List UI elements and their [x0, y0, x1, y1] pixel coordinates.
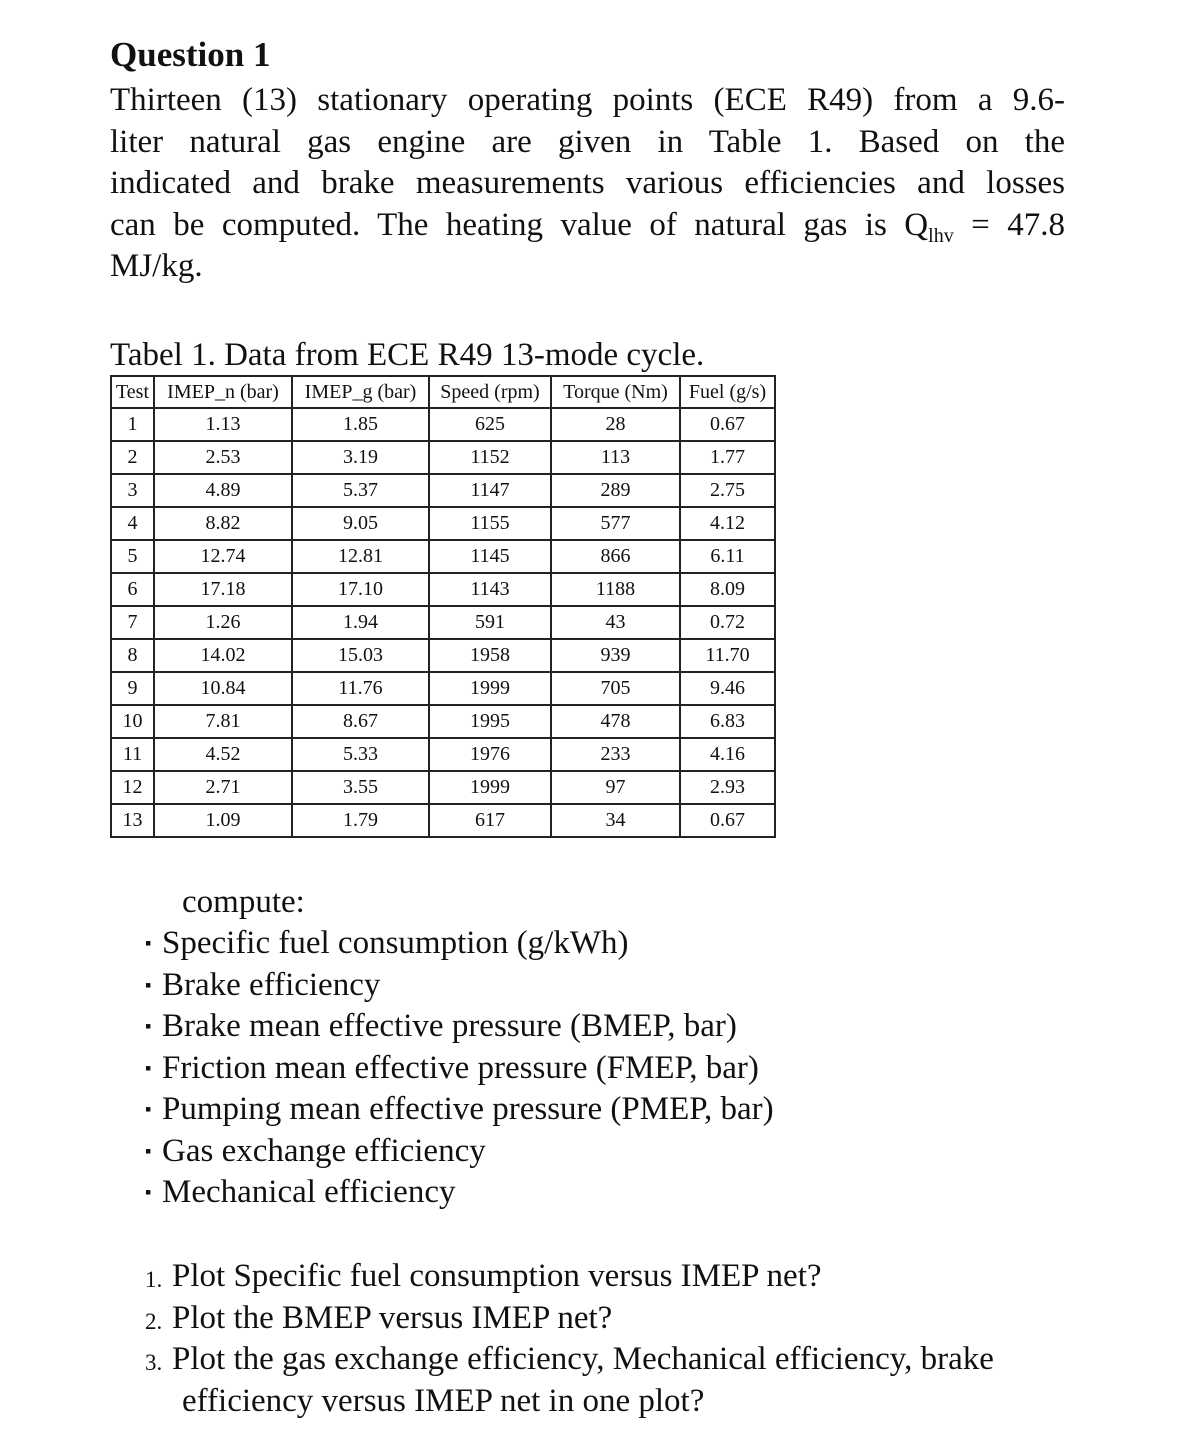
- cell-imep-n: 7.81: [154, 705, 292, 738]
- compute-item-text: Specific fuel consumption (g/kWh): [162, 925, 629, 961]
- cell-imep-g: 11.76: [292, 672, 429, 705]
- cell-imep-g: 5.37: [292, 474, 429, 507]
- q-subscript: lhv: [928, 224, 954, 247]
- square-bullet-icon: ▪: [145, 1057, 152, 1078]
- column-header-imep-g: IMEP_g (bar): [292, 376, 429, 408]
- table-row: [111, 540, 775, 573]
- cell-test: 5: [111, 540, 154, 573]
- square-bullet-icon: ▪: [145, 1182, 152, 1202]
- cell-fuel: 11.70: [680, 639, 775, 672]
- cell-imep-n: 1.13: [154, 408, 292, 441]
- compute-label: compute:: [182, 884, 305, 920]
- table-row: [111, 507, 775, 540]
- cell-imep-n: 2.53: [154, 441, 292, 474]
- cell-torque: 233: [551, 738, 680, 771]
- table-caption: Tabel 1. Data from ECE R49 13-mode cycle.: [110, 337, 705, 373]
- cell-imep-g: 3.55: [292, 771, 429, 804]
- table-row: [111, 804, 775, 837]
- cell-imep-g: 9.05: [292, 507, 429, 540]
- cell-speed: 591: [429, 606, 551, 639]
- q-value: = 47.8: [971, 206, 1065, 243]
- cell-imep-n: 1.26: [154, 606, 292, 639]
- compute-item-text: Brake mean effective pressure (BMEP, bar): [162, 1008, 737, 1044]
- plot-item-number: 1.: [145, 1267, 163, 1292]
- compute-item-text: Brake efficiency: [162, 966, 381, 1003]
- cell-torque: 866: [551, 540, 680, 573]
- compute-item: [145, 965, 774, 1007]
- cell-test: 13: [111, 804, 154, 837]
- compute-item: [145, 1048, 774, 1090]
- column-header-speed: Speed (rpm): [429, 376, 551, 408]
- cell-torque: 705: [551, 672, 680, 705]
- square-bullet-icon: ▪: [145, 974, 152, 995]
- cell-imep-g: 3.19: [292, 441, 429, 474]
- square-bullet-icon: ▪: [145, 1099, 152, 1119]
- table-body: [111, 408, 775, 837]
- cell-fuel: 0.67: [680, 408, 775, 441]
- cell-fuel: 6.83: [680, 705, 775, 738]
- cell-test: 12: [111, 771, 154, 804]
- cell-speed: 1155: [429, 507, 551, 540]
- cell-test: 6: [111, 573, 154, 606]
- cell-imep-g: 8.67: [292, 705, 429, 738]
- cell-speed: 625: [429, 408, 551, 441]
- compute-item-text: Gas exchange efficiency: [162, 1132, 486, 1169]
- cell-test: 2: [111, 441, 154, 474]
- cell-imep-g: 5.33: [292, 738, 429, 771]
- cell-fuel: 4.12: [680, 507, 775, 540]
- compute-item: [145, 1172, 774, 1214]
- cell-imep-n: 12.74: [154, 540, 292, 573]
- table-row: [111, 639, 775, 672]
- data-table: [110, 375, 776, 838]
- cell-torque: 478: [551, 705, 680, 738]
- square-bullet-icon: ▪: [145, 933, 152, 953]
- plot-item-continuation: efficiency versus IMEP net in one plot?: [182, 1382, 705, 1419]
- cell-imep-n: 4.89: [154, 474, 292, 507]
- cell-imep-g: 1.94: [292, 606, 429, 639]
- cell-imep-n: 1.09: [154, 804, 292, 837]
- plot-item-number: 2.: [145, 1308, 163, 1334]
- compute-list: [145, 923, 774, 1214]
- cell-torque: 28: [551, 408, 680, 441]
- cell-speed: 1999: [429, 672, 551, 705]
- cell-fuel: 2.75: [680, 474, 775, 507]
- intro-line-text: can be computed. The heating value of natural gas is Q: [110, 206, 929, 243]
- cell-torque: 577: [551, 507, 680, 540]
- plot-item: [145, 1339, 1065, 1422]
- cell-imep-g: 12.81: [292, 540, 429, 573]
- cell-torque: 34: [551, 804, 680, 837]
- cell-imep-n: 14.02: [154, 639, 292, 672]
- cell-imep-n: 4.52: [154, 738, 292, 771]
- cell-imep-g: 1.79: [292, 804, 429, 837]
- cell-speed: 1999: [429, 771, 551, 804]
- cell-speed: 1145: [429, 540, 551, 573]
- compute-item: [145, 1131, 774, 1173]
- column-header-test: Test: [111, 376, 154, 408]
- cell-test: 1: [111, 408, 154, 441]
- cell-speed: 1995: [429, 705, 551, 738]
- column-header-torque: Torque (Nm): [551, 376, 680, 408]
- intro-paragraph: [110, 80, 1065, 288]
- plot-item: [145, 1256, 1065, 1298]
- square-bullet-icon: ▪: [145, 1140, 152, 1161]
- square-bullet-icon: ▪: [145, 1016, 152, 1036]
- table-row: [111, 408, 775, 441]
- cell-torque: 43: [551, 606, 680, 639]
- cell-test: 10: [111, 705, 154, 738]
- cell-test: 4: [111, 507, 154, 540]
- question-title: Question 1: [110, 35, 271, 74]
- cell-fuel: 8.09: [680, 573, 775, 606]
- plot-item-text: Plot Specific fuel consumption versus IMEP net?: [172, 1258, 822, 1294]
- cell-test: 3: [111, 474, 154, 507]
- intro-line: Thirteen (13) stationary operating points (ECE R49) from a 9.6-: [110, 82, 1065, 118]
- table-row: [111, 738, 775, 771]
- cell-torque: 939: [551, 639, 680, 672]
- cell-imep-n: 2.71: [154, 771, 292, 804]
- cell-speed: 617: [429, 804, 551, 837]
- compute-item-text: Pumping mean effective pressure (PMEP, bar): [162, 1091, 774, 1127]
- cell-imep-n: 8.82: [154, 507, 292, 540]
- table-row: [111, 606, 775, 639]
- cell-torque: 1188: [551, 573, 680, 606]
- table-row: [111, 474, 775, 507]
- compute-item: [145, 1089, 774, 1131]
- intro-line-heating-value: [110, 205, 1065, 247]
- table-row: [111, 573, 775, 606]
- cell-fuel: 6.11: [680, 540, 775, 573]
- cell-speed: 1958: [429, 639, 551, 672]
- compute-item-text: Mechanical efficiency: [162, 1174, 456, 1210]
- column-header-fuel: Fuel (g/s): [680, 376, 775, 408]
- cell-speed: 1976: [429, 738, 551, 771]
- table-row: [111, 771, 775, 804]
- cell-speed: 1143: [429, 573, 551, 606]
- plot-item-text: Plot the BMEP versus IMEP net?: [172, 1299, 613, 1336]
- cell-torque: 289: [551, 474, 680, 507]
- cell-test: 11: [111, 738, 154, 771]
- table-header-row: [111, 376, 775, 408]
- cell-torque: 113: [551, 441, 680, 474]
- cell-speed: 1152: [429, 441, 551, 474]
- cell-fuel: 9.46: [680, 672, 775, 705]
- cell-imep-g: 17.10: [292, 573, 429, 606]
- cell-test: 9: [111, 672, 154, 705]
- column-header-imep-n: IMEP_n (bar): [154, 376, 292, 408]
- cell-fuel: 0.67: [680, 804, 775, 837]
- intro-tail: MJ/kg.: [110, 248, 203, 284]
- plot-list: [145, 1256, 1065, 1422]
- plot-item-number: 3.: [145, 1350, 163, 1375]
- cell-fuel: 2.93: [680, 771, 775, 804]
- cell-imep-n: 10.84: [154, 672, 292, 705]
- cell-fuel: 1.77: [680, 441, 775, 474]
- cell-test: 8: [111, 639, 154, 672]
- table-row: [111, 705, 775, 738]
- cell-torque: 97: [551, 771, 680, 804]
- plot-item: [145, 1298, 1065, 1340]
- cell-fuel: 4.16: [680, 738, 775, 771]
- cell-imep-g: 15.03: [292, 639, 429, 672]
- compute-item-text: Friction mean effective pressure (FMEP, bar): [162, 1049, 759, 1086]
- intro-line: indicated and brake measurements various efficiencies and losses: [110, 165, 1065, 201]
- compute-item: [145, 1006, 774, 1048]
- cell-imep-n: 17.18: [154, 573, 292, 606]
- cell-test: 7: [111, 606, 154, 639]
- cell-imep-g: 1.85: [292, 408, 429, 441]
- cell-speed: 1147: [429, 474, 551, 507]
- intro-line: liter natural gas engine are given in Table 1. Based on the: [110, 123, 1065, 160]
- table-row: [111, 672, 775, 705]
- cell-fuel: 0.72: [680, 606, 775, 639]
- table-row: [111, 441, 775, 474]
- compute-item: [145, 923, 774, 965]
- plot-item-text: Plot the gas exchange efficiency, Mechanical efficiency, brake: [172, 1341, 994, 1377]
